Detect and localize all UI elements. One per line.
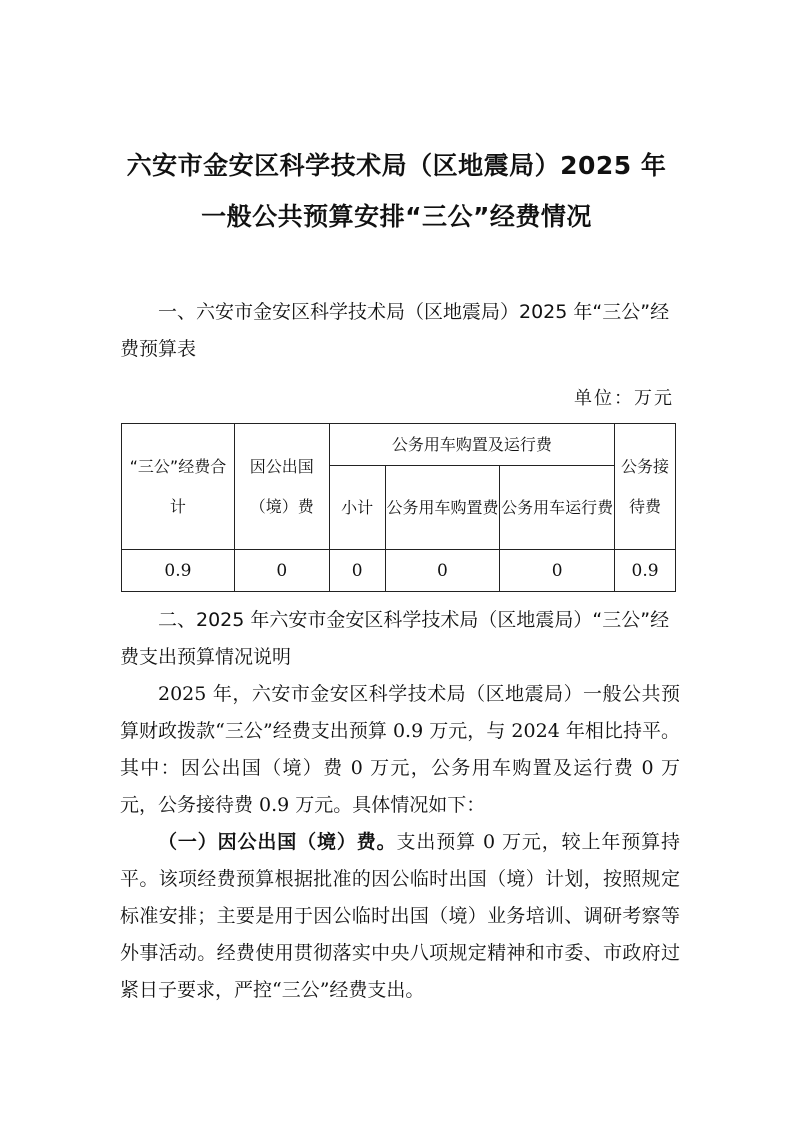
header-vehicle-purchase: 公务用车购置费 [385, 466, 500, 550]
cell-vehicle-operation: 0 [500, 550, 615, 592]
cell-total: 0.9 [122, 550, 235, 592]
paragraph-abroad [120, 824, 680, 1009]
cell-subtotal: 0 [329, 550, 385, 592]
document-title-line-2: 一般公共预算安排“三公”经费情况 [201, 202, 592, 231]
header-vehicle-group: 公务用车购置及运行费 [329, 424, 614, 466]
table-row [122, 550, 676, 592]
paragraph-summary: 2025 年，六安市金安区科学技术局（区地震局）一般公共预算财政拨款“三公”经费支出预算 0.9 万元，与 2024 年相比持平。其中：因公出国（境）费 0 万元，公务用车购置及运行费 0 万元，公务接待费 0.9 万元。具体情况如下： [120, 683, 680, 816]
document-title-line-1: 六安市金安区科学技术局（区地震局）2025 年 [126, 151, 667, 180]
cell-vehicle-purchase: 0 [385, 550, 500, 592]
header-reception: 公务接待费 [615, 424, 676, 550]
header-total: “三公”经费合计 [122, 424, 235, 550]
header-vehicle-operation: 公务用车运行费 [500, 466, 615, 550]
budget-table [121, 423, 676, 592]
cell-reception: 0.9 [615, 550, 676, 592]
header-subtotal: 小计 [329, 466, 385, 550]
unit-label: 单位：万元 [574, 388, 674, 409]
cell-abroad: 0 [234, 550, 329, 592]
section-2-heading: 二、2025 年六安市金安区科学技术局（区地震局）“三公”经费支出预算情况说明 [120, 609, 670, 668]
section-1-heading: 一、六安市金安区科学技术局（区地震局）2025 年“三公”经费预算表 [120, 301, 670, 360]
paragraph-abroad-lead: （一）因公出国（境）费。 [158, 831, 397, 853]
header-abroad: 因公出国（境）费 [234, 424, 329, 550]
paragraph-abroad-body: 支出预算 0 万元，较上年预算持平。该项经费预算根据批准的因公临时出国（境）计划，按照规定标准安排；主要是用于因公临时出国（境）业务培训、调研考察等外事活动。经费使用贯彻落实中央八项规定精神和市委、市政府过紧日子要求，严控“三公”经费支出。 [120, 831, 680, 1001]
